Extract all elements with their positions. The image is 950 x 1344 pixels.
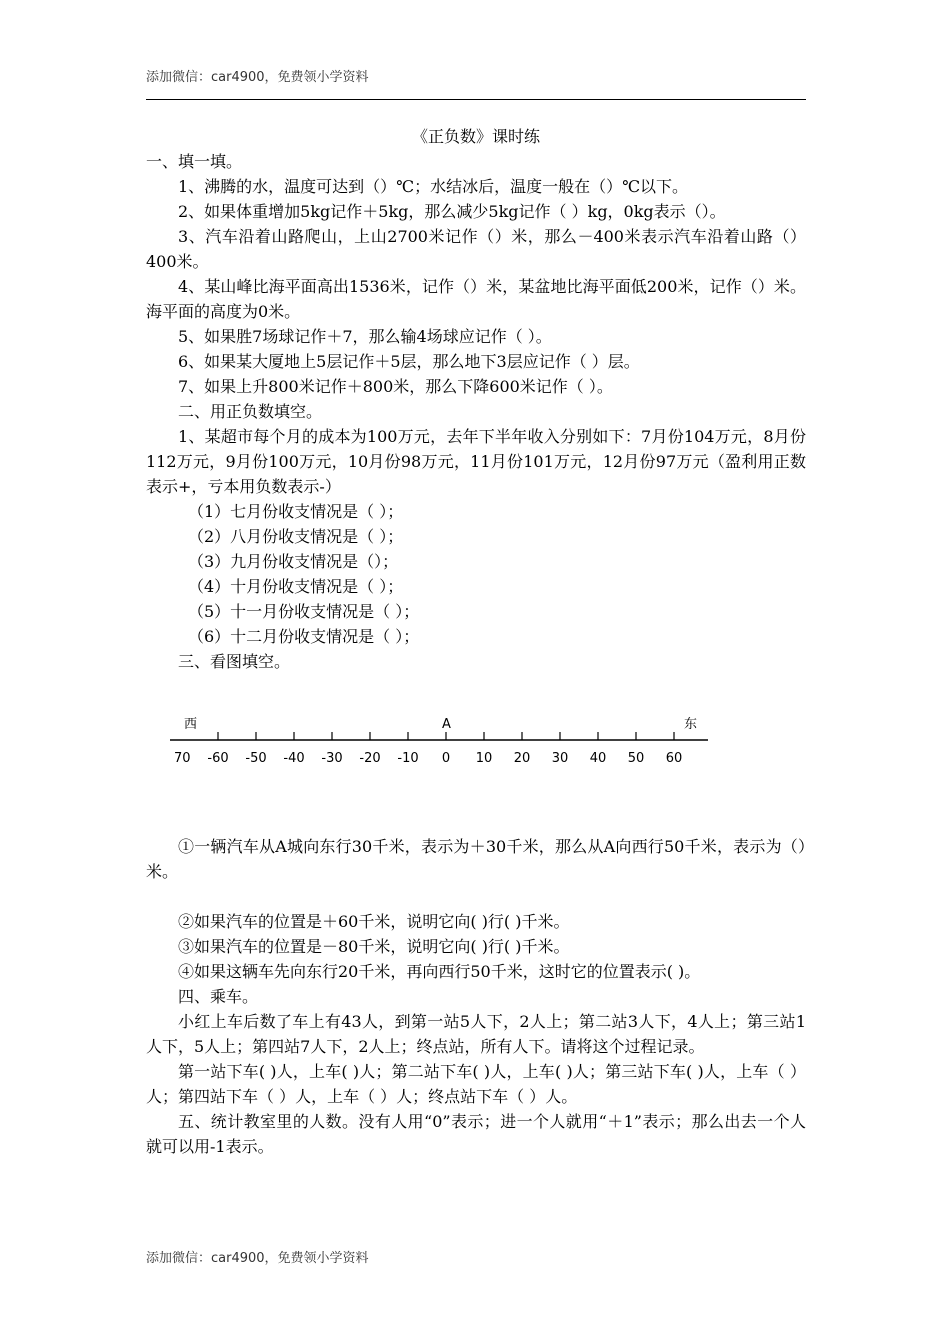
east-label: 东 xyxy=(684,717,698,732)
tick-label: -20 xyxy=(359,751,381,766)
section4-heading: 四、乘车。 xyxy=(178,987,259,1006)
header-divider xyxy=(146,99,806,100)
number-line-figure xyxy=(140,674,806,834)
section2-item: （6）十二月份收支情况是（ ）； xyxy=(188,627,420,646)
tick-label: -40 xyxy=(283,751,305,766)
tick-label: 60 xyxy=(665,751,683,766)
section2-heading: 二、用正负数填空。 xyxy=(178,402,323,421)
tick-label: -50 xyxy=(245,751,267,766)
section2-intro: 1、某超市每个月的成本为100万元，去年下半年收入分别如下：7月份104万元，8月份112万元，9月份100万元，10月份98万元，11月份101万元，12月份97万元（盈利用正数表示+，亏本用负数表示-） xyxy=(146,427,806,496)
tick-label: 50 xyxy=(627,751,645,766)
tick-label: 10 xyxy=(475,751,493,766)
page-title: 《正负数》课时练 xyxy=(411,127,540,146)
worksheet-body xyxy=(146,124,806,1159)
number-line xyxy=(140,674,760,784)
section1-item: 4、某山峰比海平面高出1536米，记作（）米，某盆地比海平面低200米，记作（）米。海平面的高度为0米。 xyxy=(146,277,806,321)
tick-label: 70 xyxy=(174,751,191,766)
section1-item: 1、沸腾的水，温度可达到（）℃；水结冰后，温度一般在（）℃以下。 xyxy=(178,177,688,196)
header-note: 添加微信：car4900，免费领小学资料 xyxy=(146,70,369,85)
section2-item: （2）八月份收支情况是（ ）； xyxy=(188,527,404,546)
section3-item: ③如果汽车的位置是－80千米，说明它向( )行( )千米。 xyxy=(178,937,570,956)
section1-item: 3、汽车沿着山路爬山，上山2700米记作（）米，那么－400米表示汽车沿着山路（）400米。 xyxy=(146,227,806,271)
tick-label: 0 xyxy=(441,751,451,766)
section2-item: （5）十一月份收支情况是（ ）； xyxy=(188,602,420,621)
tick-label: -60 xyxy=(207,751,229,766)
section1-heading: 一、填一填。 xyxy=(146,152,243,171)
section2-item: （1）七月份收支情况是（ ）； xyxy=(188,502,404,521)
tick-label: 30 xyxy=(551,751,569,766)
section3-item: ①一辆汽车从A城向东行30千米，表示为＋30千米，那么从A向西行50千米，表示为（）米。 xyxy=(146,837,806,881)
origin-label: A xyxy=(442,717,451,732)
section1-item: 6、如果某大厦地上5层记作＋5层，那么地下3层应记作（ ）层。 xyxy=(178,352,640,371)
tick-label: -10 xyxy=(397,751,419,766)
section5-text: 五、统计教室里的人数。没有人用“0”表示；进一个人就用“＋1”表示；那么出去一个人就可以用-1表示。 xyxy=(146,1112,806,1156)
section3-heading: 三、看图填空。 xyxy=(178,652,291,671)
section1-item: 2、如果体重增加5kg记作＋5kg，那么减少5kg记作（ ）kg，0kg表示（）。 xyxy=(178,202,726,221)
section3-item: ②如果汽车的位置是＋60千米，说明它向( )行( )千米。 xyxy=(178,912,570,931)
section4-paragraph: 第一站下车( )人，上车( )人；第二站下车( )人，上车( )人；第三站下车( )人，上车（ ）人；第四站下车（ ）人，上车（ ）人；终点站下车（ ）人。 xyxy=(146,1062,806,1106)
tick-label: -30 xyxy=(321,751,343,766)
footer-note: 添加微信：car4900，免费领小学资料 xyxy=(146,1251,369,1266)
tick-label: 40 xyxy=(589,751,607,766)
tick-label: 20 xyxy=(513,751,531,766)
section4-paragraph: 小红上车后数了车上有43人，到第一站5人下，2人上；第二站3人下，4人上；第三站1人下，5人上；第四站7人下，2人上；终点站，所有人下。请将这个过程记录。 xyxy=(146,1012,806,1056)
section1-item: 5、如果胜7场球记作＋7，那么输4场球应记作（ ）。 xyxy=(178,327,552,346)
section2-item: （4）十月份收支情况是（ ）； xyxy=(188,577,404,596)
section3-item: ④如果这辆车先向东行20千米，再向西行50千米，这时它的位置表示( )。 xyxy=(178,962,701,981)
section2-item: （3）九月份收支情况是（）； xyxy=(188,552,399,571)
section1-item: 7、如果上升800米记作＋800米，那么下降600米记作（ ）。 xyxy=(178,377,613,396)
west-label: 西 xyxy=(184,717,198,732)
